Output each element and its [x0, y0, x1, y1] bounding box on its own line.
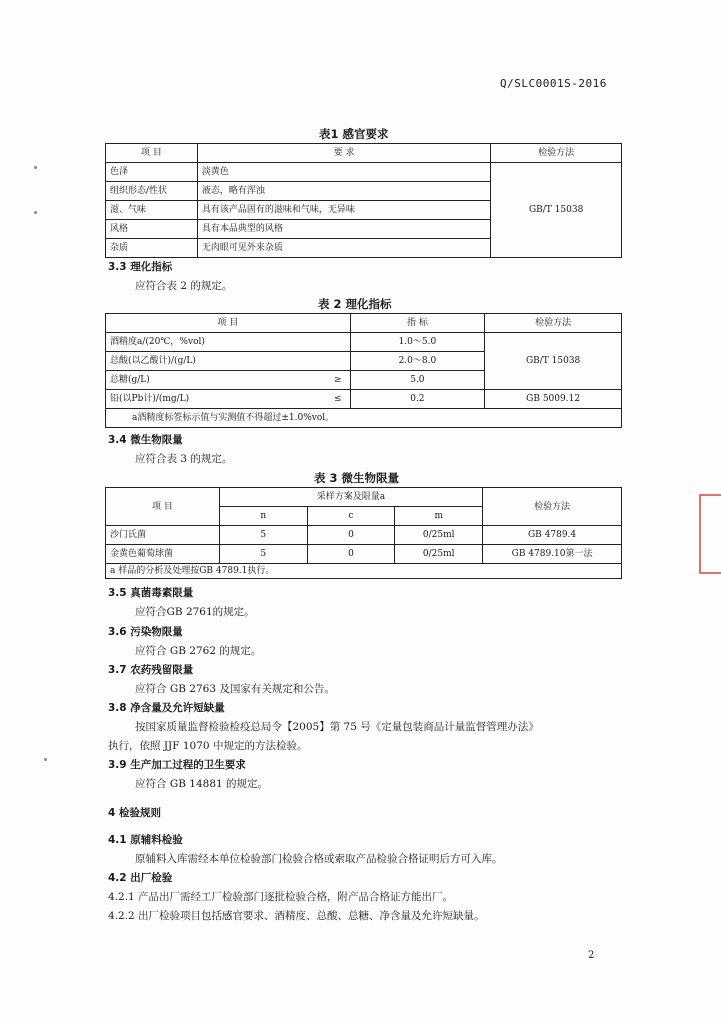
section-4-2-1-text: 4.2.1 产品出厂需经工厂检验部门逐批检验合格，附产品合格证方能出厂。 — [108, 891, 454, 903]
section-3-7-text: 应符合 GB 2763 及国家有关规定和公告。 — [135, 683, 335, 695]
section-4-1-heading: 4.1 原辅料检验 — [108, 834, 183, 846]
table2-header-value: 指 标 — [350, 314, 485, 333]
table1-header-method: 检验方法 — [491, 144, 622, 163]
table2-cell — [326, 333, 350, 352]
table3-note: a 样品的分析及处理按GB 4789.1执行。 — [106, 564, 622, 579]
section-3-6-heading: 3.6 污染物限量 — [108, 626, 183, 638]
table1-header-item: 项 目 — [106, 144, 198, 163]
section-3-6-text: 应符合 GB 2762 的规定。 — [135, 645, 262, 657]
section-3-5-heading: 3.5 真菌毒素限量 — [108, 587, 194, 599]
table2-cell: 总酸(以乙酸计)/(g/L) — [106, 352, 327, 371]
table2-cell: 5.0 — [350, 371, 485, 390]
red-seal-stamp — [699, 494, 721, 574]
section-3-8-heading: 3.8 净含量及允许短缺量 — [108, 702, 225, 714]
table2-cell: 2.0～8.0 — [350, 352, 485, 371]
table3-header-method: 检验方法 — [483, 488, 622, 526]
table2-cell: 0.2 — [350, 390, 485, 409]
table2 — [105, 313, 622, 428]
scan-speck — [44, 758, 47, 761]
table2-cell: 铅(以Pb计)/(mg/L) — [106, 390, 327, 409]
table3-cell: 0 — [307, 526, 395, 545]
table2-note: a酒精度标签标示值与实测值不得超过±1.0%vol。 — [106, 409, 622, 428]
table1-cell: 滋、气味 — [106, 201, 198, 220]
section-3-9-heading: 3.9 生产加工过程的卫生要求 — [108, 759, 246, 771]
table3-cell: 5 — [219, 545, 307, 564]
table3-header-m: m — [395, 507, 483, 526]
section-3-7-heading: 3.7 农药残留限量 — [108, 664, 194, 676]
table2-cell: ≤ — [326, 390, 350, 409]
scan-speck — [34, 166, 37, 169]
table2-caption: 表 2 理化指标 — [318, 297, 392, 311]
table1-cell: 淡黄色 — [197, 163, 490, 182]
table1-cell: 液态，略有浑浊 — [197, 182, 490, 201]
table1-cell: 无肉眼可见外来杂质 — [197, 239, 490, 258]
table2-header-method: 检验方法 — [485, 314, 622, 333]
section-4-heading: 4 检验规则 — [108, 807, 161, 819]
section-4-2-2-text: 4.2.2 出厂检验项目包括感官要求、酒精度、总酸、总糖、净含量及允许短缺量。 — [108, 910, 485, 922]
table3-cell: 0/25ml — [395, 545, 483, 564]
table1 — [105, 143, 622, 258]
table3-cell: 0 — [307, 545, 395, 564]
section-4-1-text: 原辅料入库需经本单位检验部门检验合格或索取产品检验合格证明后方可入库。 — [135, 853, 503, 865]
table2-header-item: 项 目 — [106, 314, 351, 333]
section-3-4-text: 应符合表 3 的规定。 — [135, 453, 233, 465]
table1-header-req: 要 求 — [197, 144, 490, 163]
table1-cell: 风格 — [106, 220, 198, 239]
section-3-4-heading: 3.4 微生物限量 — [108, 434, 183, 446]
table2-method: GB/T 15038 — [485, 333, 622, 390]
table3-cell: 0/25ml — [395, 526, 483, 545]
table1-cell: 色泽 — [106, 163, 198, 182]
scan-speck — [34, 211, 37, 214]
table1-cell: 杂质 — [106, 239, 198, 258]
section-3-9-text: 应符合 GB 14881 的规定。 — [135, 778, 269, 790]
table3-caption: 表 3 微生物限量 — [314, 471, 400, 485]
table1-caption: 表1 感官要求 — [319, 127, 389, 141]
table2-cell: 1.0～5.0 — [350, 333, 485, 352]
table1-method: GB/T 15038 — [491, 163, 622, 258]
table1-cell: 具有本品典型的风格 — [197, 220, 490, 239]
doc-code: Q/SLC0001S-2016 — [500, 77, 607, 90]
section-3-8-text-line2: 执行，依照 JJF 1070 中规定的方法检验。 — [108, 740, 308, 752]
table3-cell: 金黄色葡萄球菌 — [106, 545, 220, 564]
table2-cell: ≥ — [326, 371, 350, 390]
section-3-3-text: 应符合表 2 的规定。 — [135, 280, 233, 292]
table3-cell: GB 4789.4 — [483, 526, 622, 545]
table3-cell: 5 — [219, 526, 307, 545]
table1-cell: 具有该产品固有的滋味和气味，无异味 — [197, 201, 490, 220]
section-3-3-heading: 3.3 理化指标 — [108, 261, 173, 273]
table2-cell — [326, 352, 350, 371]
table2-cell: 酒精度a/(20℃，%vol) — [106, 333, 327, 352]
section-3-5-text: 应符合GB 2761的规定。 — [135, 606, 255, 618]
section-4-2-heading: 4.2 出厂检验 — [108, 872, 173, 884]
table2-method-last: GB 5009.12 — [485, 390, 622, 409]
table1-cell: 组织形态/性状 — [106, 182, 198, 201]
section-3-8-text-line1: 按国家质量监督检验检疫总局令【2005】第 75 号《定量包装商品计量监督管理办法》 — [135, 721, 539, 733]
table3-header-plan: 采样方案及限量a — [219, 488, 482, 507]
page-number: 2 — [588, 950, 595, 961]
table3-header-n: n — [219, 507, 307, 526]
table3-cell: GB 4789.10第一法 — [483, 545, 622, 564]
table2-cell: 总糖(g/L) — [106, 371, 327, 390]
table3-header-c: c — [307, 507, 395, 526]
table3-header-item: 项 目 — [106, 488, 220, 526]
table3-cell: 沙门氏菌 — [106, 526, 220, 545]
table3 — [105, 487, 622, 579]
